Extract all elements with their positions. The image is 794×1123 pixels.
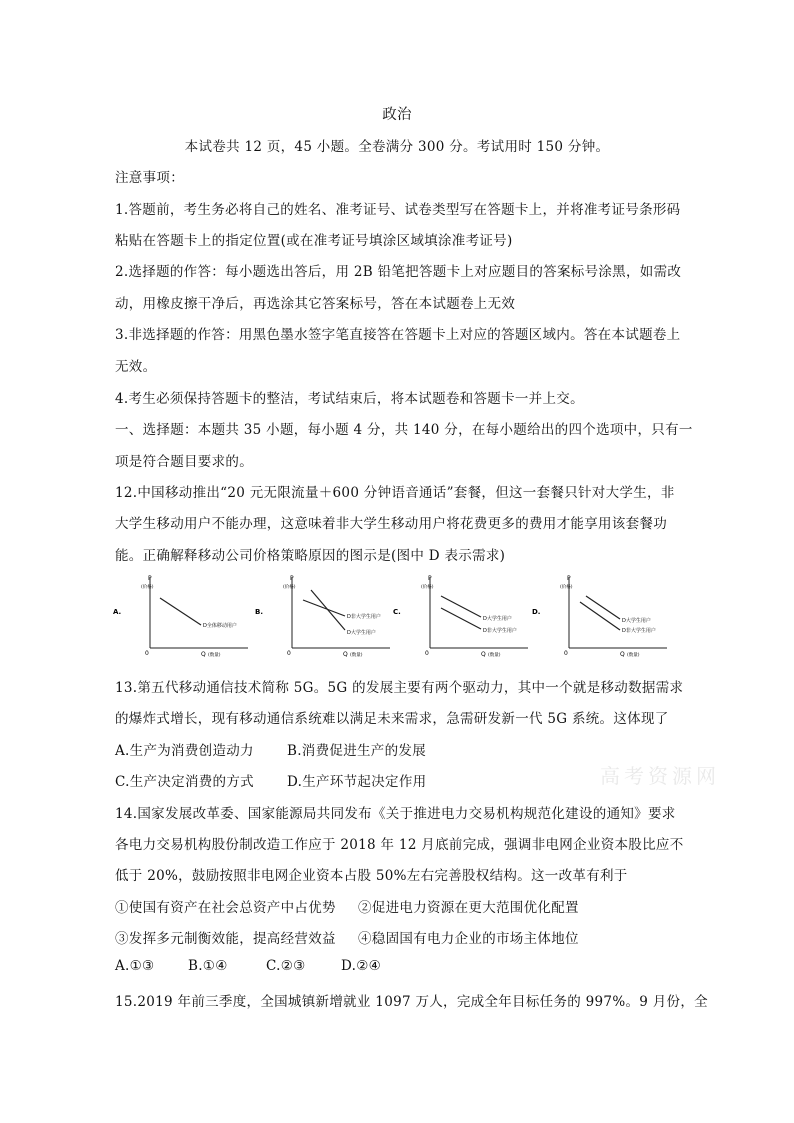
demand-curve-label: D大学生用户 [347, 630, 376, 636]
origin-label: 0 [287, 650, 291, 657]
option-a[interactable]: A.生产为消费创造动力 [115, 743, 254, 759]
y-axis-label: P [148, 575, 152, 582]
notice-line: 3.非选择题的作答：用黑色墨水签字笔直接答在答题卡上对应的答题区域内。答在本试题卷上 [115, 327, 681, 343]
section-heading: 项是符合题目要求的。 [115, 454, 253, 470]
chart-panel-label: A. [113, 608, 122, 616]
origin-label: 0 [564, 650, 568, 657]
chart-panel-b [255, 572, 395, 666]
question-14-options [115, 958, 381, 974]
question-14-text: 低于 20%，鼓励按照非电网企业资本占股 50%左右完善股权结构。这一改革有利于 [115, 868, 628, 884]
chart-panel-label: B. [255, 608, 263, 616]
question-13-text: 的爆炸式增长，现有移动通信系统难以满足未来需求，急需研发新一代 5G 系统。这体现了 [115, 711, 669, 727]
origin-label: 0 [425, 650, 429, 657]
demand-curve [586, 596, 620, 619]
question-14-text: 14.国家发展改革委、国家能源局共同发布《关于推进电力交易机构规范化建设的通知》要求 [115, 806, 676, 822]
notice-line: 粘贴在答题卡上的指定位置(或在准考证号填涂区域填涂准考证号) [115, 233, 513, 249]
question-13-text: 13.第五代移动通信技术简称 5G。5G 的发展主要有两个驱动力，其中一个就是移动数据需求 [115, 680, 684, 696]
option-c[interactable]: C.生产决定消费的方式 [115, 774, 254, 790]
chart-panel-label: C. [393, 608, 401, 616]
question-13-options [115, 739, 426, 759]
question-12-text: 能。正确解释移动公司价格策略原因的图示是(图中 D 表示需求) [115, 548, 506, 564]
demand-curve [303, 600, 345, 616]
notice-line: 4.考生必须保持答题卡的整洁，考试结束后，将本试题卷和答题卡一并上交。 [115, 391, 584, 407]
origin-label: 0 [145, 650, 149, 657]
demand-curve [160, 598, 201, 625]
page-title: 政治 [382, 107, 412, 123]
demand-curve-label: D全体移动用户 [203, 623, 237, 629]
y-axis-note: (价格) [141, 585, 154, 590]
chart-panel-a [113, 572, 253, 666]
question-14-items [115, 896, 579, 916]
x-axis-note: (数量) [208, 653, 221, 658]
y-axis-label: P [567, 575, 571, 582]
option-c[interactable]: C.②③ [266, 958, 306, 974]
watermark: 高考资源网 [600, 764, 720, 788]
x-axis-note: (数量) [488, 653, 501, 658]
y-axis-label: P [428, 575, 432, 582]
section-heading: 一、选择题：本题共 35 小题，每小题 4 分，共 140 分，在每小题给出的四个选项中，只有一 [115, 422, 693, 438]
y-axis-note: (价格) [421, 585, 434, 590]
chart-panel-c [393, 572, 533, 666]
notice-line: 动，用橡皮擦干净后，再选涂其它答案标号，答在本试题卷上无效 [115, 296, 516, 312]
x-axis-note: (数量) [350, 653, 363, 658]
notice-line: 1.答题前，考生务必将自己的姓名、准考证号、试卷类型写在答题卡上，并将准考证号条形码 [115, 202, 681, 218]
question-14-text: 各电力交易机构股份制改造工作应于 2018 年 12 月底前完成，强调非电网企业资本股比应不 [115, 837, 684, 853]
demand-curve [441, 608, 481, 629]
exam-intro: 本试卷共 12 页，45 小题。全卷满分 300 分。考试用时 150 分钟。 [184, 139, 610, 155]
demand-curve-label: D非大学生用户 [622, 628, 656, 634]
notice-heading: 注意事项： [115, 170, 184, 186]
x-axis-label: Q [201, 651, 206, 658]
y-axis-label: P [290, 575, 294, 582]
statement-1: ①使国有资产在社会总资产中占优势 [115, 900, 336, 916]
x-axis-label: Q [620, 651, 625, 658]
option-d[interactable]: D.②④ [341, 958, 382, 974]
notice-line: 无效。 [115, 359, 157, 375]
x-axis-note: (数量) [627, 653, 640, 658]
demand-curve-label: D非大学生用户 [483, 628, 517, 634]
demand-curve [311, 590, 345, 630]
notice-line: 2.选择题的作答：每小题选出答后，用 2B 铅笔把答题卡上对应题目的答案标号涂黑，如需改 [115, 264, 682, 280]
option-b[interactable]: B.①④ [188, 958, 228, 974]
demand-curve [580, 602, 620, 630]
statement-4: ④稳固国有电力企业的市场主体地位 [358, 931, 579, 947]
option-b[interactable]: B.消费促进生产的发展 [287, 743, 427, 759]
demand-curve [441, 596, 481, 617]
demand-curve-label: D大学生用户 [483, 616, 512, 622]
question-15-text: 15.2019 年前三季度，全国城镇新增就业 1097 万人，完成全年目标任务的 997%。9 月份，全 [115, 994, 708, 1010]
statement-3: ③发挥多元制衡效能，提高经营效益 [115, 931, 336, 947]
demand-curve-label: D大学生用户 [622, 618, 651, 624]
x-axis-label: Q [481, 651, 486, 658]
question-12-text: 12.中国移动推出“20 元无限流量＋600 分钟语音通话”套餐，但这一套餐只针对大学生，非 [115, 485, 675, 501]
chart-panel-d [532, 572, 672, 666]
question-13-options [115, 770, 426, 790]
x-axis-label: Q [343, 651, 348, 658]
chart-panel-label: D. [532, 608, 541, 616]
question-14-items [115, 927, 579, 947]
question-12-text: 大学生移动用户不能办理，这意味着非大学生移动用户将花费更多的费用才能享用该套餐功 [115, 516, 667, 532]
y-axis-note: (价格) [560, 585, 573, 590]
option-a[interactable]: A.①③ [115, 958, 155, 974]
y-axis-note: (价格) [283, 585, 296, 590]
option-d[interactable]: D.生产环节起决定作用 [287, 774, 427, 790]
demand-curve-label: D非大学生用户 [347, 614, 381, 620]
statement-2: ②促进电力资源在更大范围优化配置 [358, 900, 579, 916]
